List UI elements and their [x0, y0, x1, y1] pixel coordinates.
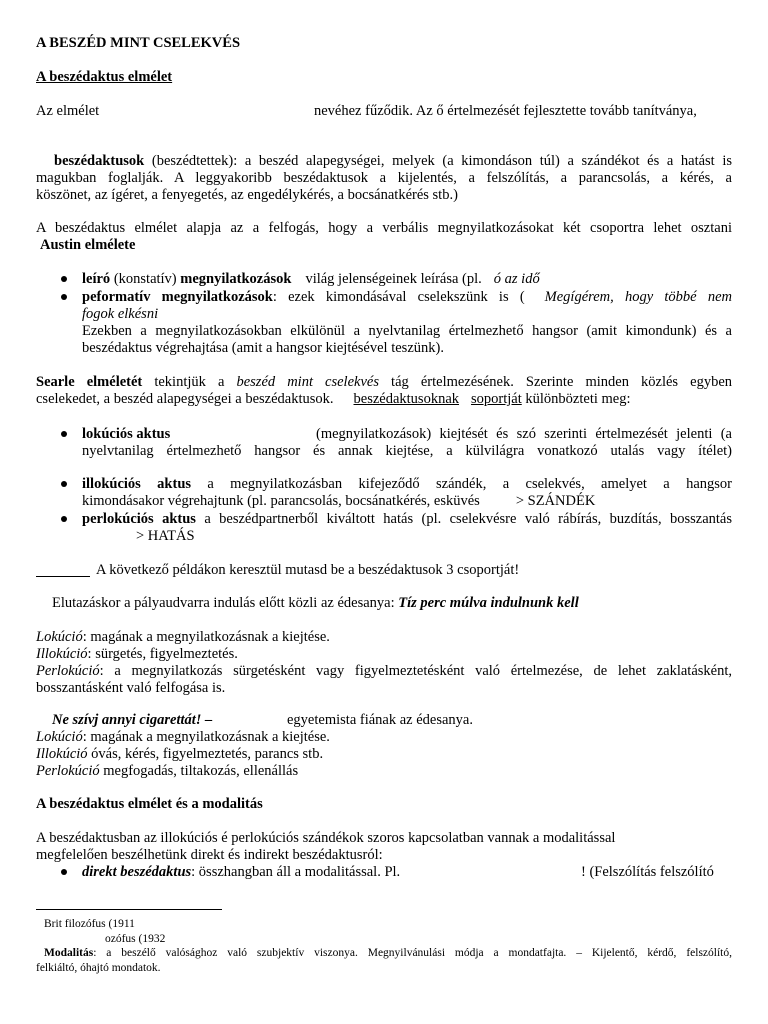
illokucios-line2: kimondásakor végrehajtunk (pl. parancsolás, bocsánatkérés, esküvés > SZÁNDÉK [82, 493, 596, 509]
term-beszedaktusok: beszédaktusok [54, 153, 145, 169]
footnote-3-cont: felkiáltó, óhajtó mondatok. [36, 962, 161, 974]
direkt-line-end: ! (Felszólítás felszólító [581, 864, 714, 880]
list1-item2-cont1: Ezekben a megnyilatkozásokban elkülönül a nyelvtanilag értelmezhető hangsor (amit kimondunk) és a [82, 323, 732, 339]
p1-start: Az elmélet [36, 103, 100, 119]
example1-perlokucio: Perlokúció: a megnyilatkozás sürgetésként vagy figyelmeztetésként való értelmezése, de lehet zaklatásként, [36, 663, 732, 679]
footnote-rule [36, 909, 222, 910]
footnote-1: Brit filozófus (1911 [44, 918, 135, 930]
p2-line3: köszönet, az ígéret, a fenyegetés, az engedélykérés, a bocsánatkérés stb.) [36, 187, 458, 203]
section2-line1: A beszédaktusban az illokúciós é perlokúciós szándékok szoros kapcsolatban vannak a modalitással [36, 830, 616, 846]
p4-line1: Searle elméletét tekintjük a beszéd mint cselekvés tág értelmezésének. Szerinte minden közlés egyben [36, 374, 733, 390]
section-title: A beszédaktus elmélet [36, 69, 173, 85]
example2-quote: Ne szívj annyi cigarettát! – [52, 712, 213, 728]
p3-line2: Austin elmélete [40, 237, 136, 253]
list1-item1: leíró (konstatív) megnyilatkozások világ jelenségeinek leírása (pl. ó az idő [82, 271, 540, 287]
bullet [61, 869, 67, 875]
example2-illokucio: Illokúció óvás, kérés, figyelmeztetés, parancs stb. [36, 746, 324, 762]
footnote-3: Modalitás: a beszélő valósághoz való szubjektív viszonya. Megnyilvánulási módja a mondatfajta. – Kijelentő, kérdő, felszólító, [44, 947, 732, 959]
lokucios-line1: (megnyilatkozások) kiejtését és szó szerinti értelmezését jelenti (a [316, 426, 732, 442]
direkt-line: direkt beszédaktus: összhangban áll a modalitással. Pl. [82, 864, 401, 880]
bullet [61, 431, 67, 437]
lokucios-line2: nyelvtanilag értelmezhető hangsor és annak kiejtése, a külvilágra vonatkozó utalás vagy ítélet) [82, 443, 732, 459]
perlokucios-line1: perlokúciós aktus a beszédpartnerből kiváltott hatás (pl. cselekvésre való rábírás, buzdítás, bosszantás [82, 511, 732, 527]
example2-perlokucio: Perlokúció megfogadás, tiltakozás, ellenállás [36, 763, 299, 779]
example2-lokucio: Lokúció: magának a megnyilatkozásnak a kiejtése. [36, 729, 330, 745]
task-text: A következő példákon keresztül mutasd be a beszédaktusok 3 csoportját! [96, 562, 520, 578]
footnote-2: ozófus (1932 [105, 933, 166, 945]
list1-item2-line2: fogok elkésni [82, 306, 159, 322]
example2-context: egyetemista fiának az édesanya. [287, 712, 473, 728]
example1-perlokucio-cont: bosszantásként való felfogása is. [36, 680, 226, 696]
bullet [61, 294, 67, 300]
bullet [61, 516, 67, 522]
example1-lokucio: Lokúció: magának a megnyilatkozásnak a kiejtése. [36, 629, 330, 645]
blank-rule [36, 576, 90, 577]
lokucios-term: lokúciós aktus [82, 426, 171, 442]
p1-end: nevéhez fűződik. Az ő értelmezését fejlesztette tovább tanítványa, [314, 103, 697, 119]
p3-line1: A beszédaktus elmélet alapja az a felfogás, hogy a verbális megnyilatkozásokat két csoportra lehet osztani [36, 220, 732, 236]
p2-line1: beszédaktusok (beszédtettek): a beszéd alapegységei, melyek (a kimondáson túl) a szándékot és a hatást is [54, 153, 733, 169]
page-title: A BESZÉD MINT CSELEKVÉS [36, 35, 241, 51]
bullet [61, 276, 67, 282]
perlokucios-line2: > HATÁS [136, 528, 195, 544]
bullet [61, 481, 67, 487]
p2-line2: magukban foglalják. A leggyakoribb beszédaktusok a kijelentés, a felszólítás, a parancsolás, a kérés, a [36, 170, 732, 186]
list1-item2-line1: peformatív megnyilatkozások: ezek kimondásával cselekszünk is ( Megígérem, hogy többé nem [82, 289, 732, 305]
example1-intro: Elutazáskor a pályaudvarra indulás előtt közli az édesanya: Tíz perc múlva indulnunk kell [52, 595, 579, 611]
section2-line2: megfelelően beszélhetünk direkt és indirekt beszédaktusról: [36, 847, 383, 863]
list1-item2-cont2: beszédaktus végrehajtása (amit a hangsor kiejtésével teszünk). [82, 340, 444, 356]
illokucios-line1: illokúciós aktus a megnyilatkozásban kifejeződő szándék, a cselekvés, amelyet a hangsor [82, 476, 732, 492]
section2-title: A beszédaktus elmélet és a modalitás [36, 796, 263, 812]
example1-illokucio: Illokúció: sürgetés, figyelmeztetés. [36, 646, 238, 662]
p4-line2: cselekedet, a beszéd alapegységei a beszédaktusok. beszédaktusoknak soportját különbözteti meg: [36, 391, 631, 407]
